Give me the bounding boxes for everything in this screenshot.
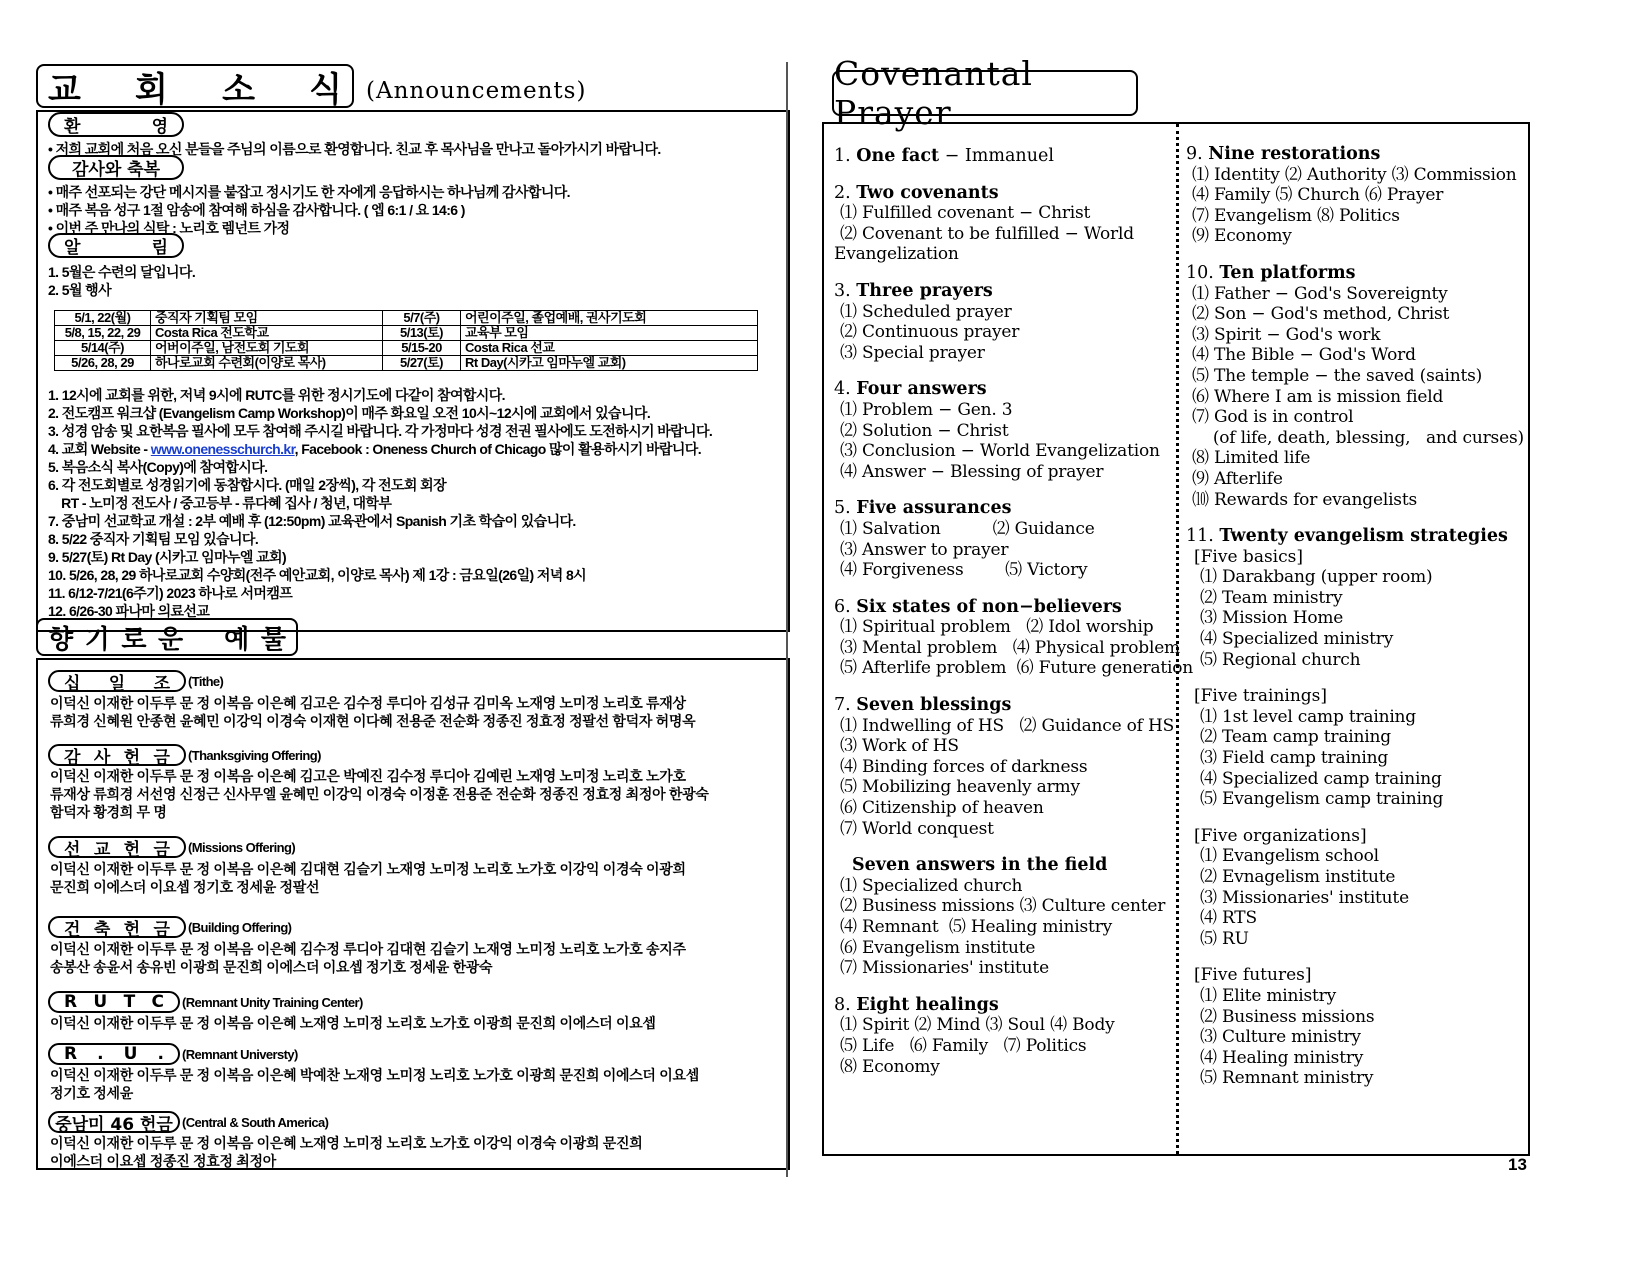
prayer-section xyxy=(834,855,1169,979)
table-row xyxy=(55,341,758,356)
strategy-group-label: [Five basics] xyxy=(1194,546,1303,567)
names-line: 이덕신 이재한 이두루 문 정 이복음 이은혜 김수정 루디아 김대현 김슬기 노재영 노미정 노리호 노가호 송지주 xyxy=(50,941,686,957)
offering-header xyxy=(48,670,223,692)
offering-names xyxy=(50,694,695,730)
label-char: 십 xyxy=(64,673,81,694)
title-char: 소 xyxy=(222,69,255,110)
schedule-event: 교육부 모임 xyxy=(461,326,758,341)
prayer-item: ⑶ Conclusion − World Evangelization xyxy=(840,441,1160,462)
schedule-date: 5/13(토) xyxy=(383,326,461,341)
prayer-item: ⑷ Answer − Blessing of prayer xyxy=(840,461,1104,482)
prayer-item: ⑴ Elite ministry xyxy=(1200,985,1337,1006)
notice-line: 2. 전도캠프 워크샵 (Evangelism Camp Workshop)이 매주 화요일 오전 10시~12시에 교회에서 있습니다. xyxy=(48,405,651,421)
label-char: 건 xyxy=(64,919,81,940)
website-link[interactable]: www.onenesschurch.kr xyxy=(150,441,295,457)
prayer-item: ⑷ Binding forces of darkness xyxy=(840,756,1088,777)
prayer-item: ⑵ Business missions ⑶ Culture center xyxy=(840,896,1166,917)
schedule-date: 5/26, 28, 29 xyxy=(55,356,151,371)
title-char: 식 xyxy=(309,69,342,110)
section-title: Two covenants xyxy=(856,182,999,203)
label-char: U xyxy=(123,1044,138,1064)
prayer-section-heading xyxy=(834,146,1169,167)
notice-line: 10. 5/26, 28, 29 하나로교회 수양회(전주 예안교회, 이양로 목사) 제 1강 : 금요일(26일) 저녁 8시 xyxy=(48,567,587,583)
offering-label xyxy=(48,744,186,766)
prayer-item: ⑶ Work of HS xyxy=(840,736,959,757)
offering-header xyxy=(48,1043,298,1065)
prayer-item: ⑴ Indwelling of HS ⑵ Guidance of HS xyxy=(840,715,1175,736)
names-line: 이덕신 이재한 이두루 문 정 이복음 이은혜 박예찬 노재영 노미정 노리호 노가호 이광희 문진희 이에스더 이요셉 xyxy=(50,1067,699,1083)
prayer-item: ⑹ Citizenship of heaven xyxy=(840,798,1044,819)
offering-header xyxy=(48,991,363,1013)
label-char: 금 xyxy=(153,919,170,940)
label-char: 헌 xyxy=(123,839,141,860)
prayer-item: ⑺ God is in control xyxy=(1192,407,1354,428)
label-char: 금 xyxy=(153,839,170,860)
website-prefix: 4. 교회 Website - xyxy=(48,441,151,457)
prayer-item: ⑻ Limited life xyxy=(1192,448,1311,469)
prayer-item: ⑴ Spirit ⑵ Mind ⑶ Soul ⑷ Body xyxy=(840,1015,1115,1036)
prayer-item: (of life, death, blessing, and curses) xyxy=(1192,427,1524,448)
prayer-item: ⑸ Life ⑹ Family ⑺ Politics xyxy=(840,1035,1087,1056)
schedule-date: 5/14(주) xyxy=(55,341,151,356)
notice-line: 11. 6/12-7/21(6주기) 2023 하나로 서머캠프 xyxy=(48,585,293,601)
notice-line: 12. 6/26-30 파나마 의료선교 xyxy=(48,603,210,619)
label-char: 헌 xyxy=(123,747,141,768)
title-char: 예 xyxy=(224,624,250,655)
offering-header xyxy=(48,836,295,858)
schedule-date: 5/27(토) xyxy=(383,356,461,371)
section-title: Seven blessings xyxy=(856,695,1012,716)
offering-english: (Tithe) xyxy=(188,673,224,689)
prayer-section-heading xyxy=(834,597,1169,618)
offering-header xyxy=(48,744,321,766)
welcome-text: • 저희 교회에 처음 오신 분들을 주님의 이름으로 환영합니다. 친교 후 목사님을 만나고 돌아가시기 바랍니다. xyxy=(48,141,661,157)
prayer-item: ⑶ Culture ministry xyxy=(1200,1027,1361,1048)
offering-label xyxy=(48,916,186,938)
prayer-item: ⑶ Missionaries' institute xyxy=(1200,887,1409,908)
names-line: 이덕신 이재한 이두루 문 정 이복음 이은혜 김고은 박예진 김수정 루디아 김예린 노재영 노미정 노리호 노가호 xyxy=(50,768,686,784)
prayer-section xyxy=(834,183,1169,265)
names-line: 이덕신 이재한 이두루 문 정 이복음 이은혜 김고은 김수정 루디아 김성규 김미옥 노재영 노미정 노리호 류재상 xyxy=(50,695,686,711)
prayer-item: ⑴ Spiritual problem ⑵ Idol worship xyxy=(840,617,1154,638)
section-number: 6. xyxy=(834,596,851,617)
schedule-event: 어린이주일, 졸업예배, 권사기도회 xyxy=(461,311,758,326)
title-char: 회 xyxy=(135,69,168,110)
prayer-section xyxy=(834,596,1194,679)
prayer-column-right xyxy=(1186,144,1526,1105)
website-line xyxy=(48,439,701,459)
section-number: 3. xyxy=(834,280,851,301)
section-number: 1. xyxy=(834,146,851,166)
thanks-line: • 매주 선포되는 강단 메시지를 붙잡고 정시기도 한 자에게 응답하시는 하나님께 감사합니다. xyxy=(48,184,570,200)
prayer-item: ⑴ Father − God's Sovereignty xyxy=(1192,283,1448,304)
offering-names xyxy=(50,1014,656,1032)
section-number: 9. xyxy=(1186,144,1203,164)
schedule-date: 5/7(주) xyxy=(383,311,461,326)
table-row xyxy=(55,356,758,371)
prayer-section xyxy=(1186,526,1526,1089)
prayer-section xyxy=(834,995,1169,1077)
schedule-event: 하나로교회 수련회(이양로 목사) xyxy=(151,356,383,371)
offering-label: 중남미 46 헌금 xyxy=(48,1111,180,1133)
offering-label xyxy=(48,1043,180,1065)
section-number: 10. xyxy=(1186,262,1214,283)
prayer-section xyxy=(834,498,1169,580)
prayer-item: ⑸ Afterlife problem ⑹ Future generation xyxy=(840,658,1194,679)
offering-names xyxy=(50,940,686,976)
section-number: 11. xyxy=(1186,526,1214,547)
title-char: 향 xyxy=(48,624,74,655)
notice-line: 6. 각 전도회별로 성경읽기에 동참합시다. (매일 2장씩), 각 전도회 회장 xyxy=(48,477,446,493)
names-line: 류재상 류희경 서선영 신정근 신사무엘 윤혜민 이강익 이경숙 이정훈 전용준 전순화 정종진 정효정 최정아 한광숙 xyxy=(50,786,709,802)
prayer-item: ⑶ Mental problem ⑷ Physical problem xyxy=(840,637,1180,658)
prayer-item: ⑴ Darakbang (upper room) xyxy=(1200,567,1433,588)
covenantal-prayer-box xyxy=(822,122,1530,1156)
offering-english: (Thanksgiving Offering) xyxy=(188,747,321,763)
prayer-item: ⑹ Where I am is mission field xyxy=(1192,386,1444,407)
prayer-item: ⑵ Covenant to be fulfilled − World xyxy=(840,223,1134,244)
schedule-event: 어버이주일, 남전도회 기도회 xyxy=(151,341,383,356)
notice-line: 1. 5월은 수련의 달입니다. xyxy=(48,264,196,280)
section-title: Four answers xyxy=(856,379,987,400)
schedule-event: 중직자 기획팀 모임 xyxy=(151,311,383,326)
names-line: 류희경 신혜원 안종현 윤혜민 이강익 이경숙 이재현 이다혜 전용준 전순화 정종진 정효정 정팔선 함덕자 허명옥 xyxy=(50,713,696,729)
offering-english: (Building Offering) xyxy=(188,919,292,935)
may-schedule-table xyxy=(54,310,758,371)
prayer-item: ⑸ RU xyxy=(1200,928,1249,949)
prayer-item: ⑺ Missionaries' institute xyxy=(840,958,1049,979)
offering-names xyxy=(50,1134,642,1170)
section-title: Seven answers in the field xyxy=(852,855,1108,876)
offerings-box xyxy=(36,658,790,1170)
notice-line: RT - 노미정 전도사 / 중고등부 - 류다혜 집사 / 청년, 대학부 xyxy=(48,495,392,511)
label-char: 헌 xyxy=(123,919,141,940)
names-line: 함덕자 황경희 무 명 xyxy=(50,804,167,820)
prayer-item: ⑺ World conquest xyxy=(840,818,994,839)
prayer-item: ⑵ Continuous prayer xyxy=(840,322,1020,343)
section-number: 5. xyxy=(834,498,851,519)
prayer-item: ⑴ Salvation ⑵ Guidance xyxy=(840,518,1095,539)
label-char: 환 xyxy=(64,117,81,137)
schedule-event: Costa Rica 전도학교 xyxy=(151,326,383,341)
prayer-item: ⑸ Evangelism camp training xyxy=(1200,789,1444,810)
prayer-item: ⑸ Remnant ministry xyxy=(1200,1068,1374,1089)
welcome-label xyxy=(48,112,184,137)
prayer-item: ⑷ RTS xyxy=(1200,908,1257,929)
label-char: . xyxy=(97,1044,104,1064)
section-title: One fact xyxy=(856,146,940,166)
label-char: U xyxy=(93,992,108,1012)
label-char: 금 xyxy=(153,747,170,768)
prayer-item: ⑵ Son − God's method, Christ xyxy=(1192,304,1450,325)
section-title: Ten platforms xyxy=(1219,262,1356,283)
prayer-item: ⑵ Solution − Christ xyxy=(840,420,1009,441)
section-title: Three prayers xyxy=(856,280,993,301)
prayer-item: Evangelization xyxy=(834,244,959,265)
section-number: 7. xyxy=(834,695,851,716)
strategy-group-label: [Five futures] xyxy=(1194,965,1312,986)
prayer-section-heading xyxy=(834,379,1169,400)
prayer-item: ⑴ Fulfilled covenant − Christ xyxy=(840,203,1091,224)
prayer-item: ⑷ The Bible − God's Word xyxy=(1192,345,1416,366)
label-char: 림 xyxy=(151,238,168,258)
names-line: 정기호 정세윤 xyxy=(50,1085,133,1101)
prayer-item: ⑷ Specialized camp training xyxy=(1200,768,1442,789)
names-line: 이덕신 이재한 이두루 문 정 이복음 이은혜 김대현 김슬기 노재영 노미정 노리호 노가호 이강익 이경숙 이광희 xyxy=(50,861,686,877)
label-char: 일 xyxy=(108,673,126,694)
label-char: 교 xyxy=(93,839,111,860)
schedule-event: Rt Day(시카고 임마누엘 교회) xyxy=(461,356,758,371)
prayer-item: ⑼ Economy xyxy=(1192,226,1292,247)
offering-label xyxy=(48,991,180,1013)
prayer-item: ⑶ Spirit − God's work xyxy=(1192,324,1381,345)
label-char: R xyxy=(64,992,78,1012)
title-char: 로 xyxy=(121,624,147,655)
prayer-section-heading xyxy=(1186,263,1526,284)
prayer-section-heading xyxy=(834,183,1169,204)
thanks-line: • 매주 복음 성구 1절 암송에 참여해 하심을 감사합니다. ( 엡 6:1 / 요 14:6 ) xyxy=(48,202,465,218)
prayer-item: ⑵ Team camp training xyxy=(1200,727,1391,748)
prayer-item: ⑵ Business missions xyxy=(1200,1006,1375,1027)
offering-names xyxy=(50,767,709,821)
notice-line: 5. 복음소식 복사(Copy)에 참여합시다. xyxy=(48,459,268,475)
prayer-section-heading xyxy=(834,695,1169,716)
schedule-event: Costa Rica 선교 xyxy=(461,341,758,356)
names-line: 송봉산 송윤서 송유빈 이광희 문진희 이에스더 이요셉 정기호 정세윤 한광숙 xyxy=(50,959,493,975)
section-title: Nine restorations xyxy=(1208,144,1381,164)
label-char: 선 xyxy=(64,839,81,860)
names-line: 이덕신 이재한 이두루 문 정 이복음 이은혜 노재영 노미정 노리호 노가호 이광희 문진희 이에스더 이요셉 xyxy=(50,1015,656,1031)
offering-english: (Remnant Unity Training Center) xyxy=(182,994,363,1010)
title-char: 물 xyxy=(260,624,286,655)
label-char: 감 xyxy=(64,747,81,768)
notice-line: 8. 5/22 중직자 기획팀 모임 있습니다. xyxy=(48,531,259,547)
prayer-item: ⑶ Mission Home xyxy=(1200,608,1344,629)
prayer-item: ⑷ Healing ministry xyxy=(1200,1047,1364,1068)
notice-line: 2. 5월 행사 xyxy=(48,282,112,298)
prayer-section xyxy=(834,695,1175,839)
prayer-item: ⑷ Family ⑸ Church ⑹ Prayer xyxy=(1192,185,1444,206)
section-title: Five assurances xyxy=(856,498,1012,519)
prayer-section-heading xyxy=(834,855,1169,876)
offering-english: (Central & South America) xyxy=(182,1114,329,1130)
prayer-item: ⑴ Scheduled prayer xyxy=(840,301,1012,322)
prayer-item: ⑻ Economy xyxy=(840,1056,940,1077)
prayer-section xyxy=(834,146,1169,167)
notice-line: 1. 12시에 교회를 위한, 저녁 9시에 RUTC를 위한 정시기도에 다같이 참여합시다. xyxy=(48,387,505,403)
prayer-item: ⑶ Answer to prayer xyxy=(840,539,1009,560)
section-title: Six states of non−believers xyxy=(856,596,1122,617)
section-tail: − Immanuel xyxy=(939,146,1054,166)
prayer-column-left xyxy=(834,146,1194,1093)
offering-label xyxy=(48,670,186,692)
prayer-item: ⑽ Rewards for evangelists xyxy=(1192,489,1417,510)
website-suffix: , Facebook : Oneness Church of Chicago 많이 활용하시기 바랍니다. xyxy=(294,441,701,457)
prayer-item: ⑼ Afterlife xyxy=(1192,468,1283,489)
label-char: 축 xyxy=(93,919,111,940)
schedule-date: 5/1, 22(월) xyxy=(55,311,151,326)
label-char: T xyxy=(123,992,136,1012)
prayer-section xyxy=(834,379,1169,482)
schedule-date: 5/15-20 xyxy=(383,341,461,356)
prayer-section xyxy=(1186,263,1526,510)
table-row xyxy=(55,326,758,341)
offering-names xyxy=(50,860,686,896)
prayer-item: ⑷ Specialized ministry xyxy=(1200,629,1394,650)
section-title: Eight healings xyxy=(856,994,999,1015)
names-line: 이에스더 이요셉 정종진 정효정 최정아 xyxy=(50,1153,276,1169)
label-char: R xyxy=(64,1044,78,1064)
label-char: 영 xyxy=(151,117,168,137)
section-number: 2. xyxy=(834,182,851,203)
prayer-item: ⑸ The temple − the saved (saints) xyxy=(1192,365,1483,386)
prayer-item: ⑴ 1st level camp training xyxy=(1200,706,1416,727)
prayer-item: ⑷ Forgiveness ⑸ Victory xyxy=(840,560,1088,581)
offering-label xyxy=(48,836,186,858)
names-line: 문진희 이에스더 이요셉 정기호 정세윤 정팔선 xyxy=(50,879,320,895)
title-char: 기 xyxy=(84,624,110,655)
label-char: 조 xyxy=(153,673,170,694)
notice-line: 9. 5/27(토) Rt Day (시카고 임마누엘 교회) xyxy=(48,549,287,565)
page-number: 13 xyxy=(1508,1155,1527,1174)
prayer-section-heading xyxy=(834,498,1169,519)
strategy-group-label: [Five organizations] xyxy=(1194,825,1367,846)
announcements-subtitle: (Announcements) xyxy=(366,78,587,104)
section-number: 8. xyxy=(834,994,851,1015)
prayer-section xyxy=(1186,144,1526,247)
prayer-item: ⑵ Evnagelism institute xyxy=(1200,867,1396,887)
label-char: . xyxy=(157,1044,164,1064)
prayer-item: ⑸ Regional church xyxy=(1200,649,1361,670)
title-char: 교 xyxy=(48,69,81,110)
title-char: 운 xyxy=(157,624,184,655)
notice-line: 7. 중남미 선교학교 개설 : 2부 예배 후 (12:50pm) 교육관에서 Spanish 기초 학습이 있습니다. xyxy=(48,513,576,529)
announcements-box xyxy=(36,110,790,632)
prayer-item: ⑸ Mobilizing heavenly army xyxy=(840,777,1080,798)
prayer-item: ⑵ Team ministry xyxy=(1200,587,1343,608)
page-divider xyxy=(786,62,788,1177)
prayer-item: ⑴ Specialized church xyxy=(840,875,1023,896)
table-row xyxy=(55,311,758,326)
thanks-label: 감사와 축복 xyxy=(48,155,184,180)
prayer-item: ⑹ Evangelism institute xyxy=(840,937,1036,958)
thanks-line: • 이번 주 만나의 식탁 : 노리호 렘넌트 가정 xyxy=(48,220,290,236)
offerings-title xyxy=(36,618,298,656)
notice-label xyxy=(48,233,184,258)
offering-header xyxy=(48,1111,328,1133)
offering-names xyxy=(50,1066,699,1102)
prayer-item: ⑶ Field camp training xyxy=(1200,748,1389,769)
prayer-section-heading xyxy=(834,995,1169,1016)
prayer-item: ⑶ Special prayer xyxy=(840,342,985,363)
label-char: C xyxy=(151,992,164,1012)
prayer-section-heading xyxy=(1186,526,1526,547)
prayer-item: ⑴ Evangelism school xyxy=(1200,846,1379,867)
prayer-item: ⑺ Evangelism ⑻ Politics xyxy=(1192,205,1400,226)
prayer-section xyxy=(834,281,1169,363)
offering-english: (Missions Offering) xyxy=(188,839,296,855)
schedule-date: 5/8, 15, 22, 29 xyxy=(55,326,151,341)
label-char: 사 xyxy=(93,747,111,768)
announcements-title xyxy=(36,64,354,108)
offering-english: (Remnant Universty) xyxy=(182,1046,298,1062)
covenantal-prayer-title: Covenantal Prayer xyxy=(832,70,1138,116)
prayer-section-heading xyxy=(834,281,1169,302)
prayer-item: ⑴ Problem − Gen. 3 xyxy=(840,399,1013,420)
section-number: 4. xyxy=(834,379,851,400)
notice-line: 3. 성경 암송 및 요한복음 필사에 모두 참여해 주시길 바랍니다. 각 가정마다 성경 전권 필사에도 도전하시기 바랍니다. xyxy=(48,423,713,439)
prayer-item: ⑷ Remnant ⑸ Healing ministry xyxy=(840,917,1113,937)
prayer-section-heading xyxy=(1186,144,1526,165)
offering-header xyxy=(48,916,291,938)
names-line: 이덕신 이재한 이두루 문 정 이복음 이은혜 노재영 노미정 노리호 노가호 이강익 이경숙 이광희 문진희 xyxy=(50,1135,643,1151)
section-title: Twenty evangelism strategies xyxy=(1219,526,1508,547)
label-char: 알 xyxy=(64,238,81,258)
strategy-group-label: [Five trainings] xyxy=(1194,686,1328,707)
prayer-item: ⑴ Identity ⑵ Authority ⑶ Commission xyxy=(1192,164,1517,185)
